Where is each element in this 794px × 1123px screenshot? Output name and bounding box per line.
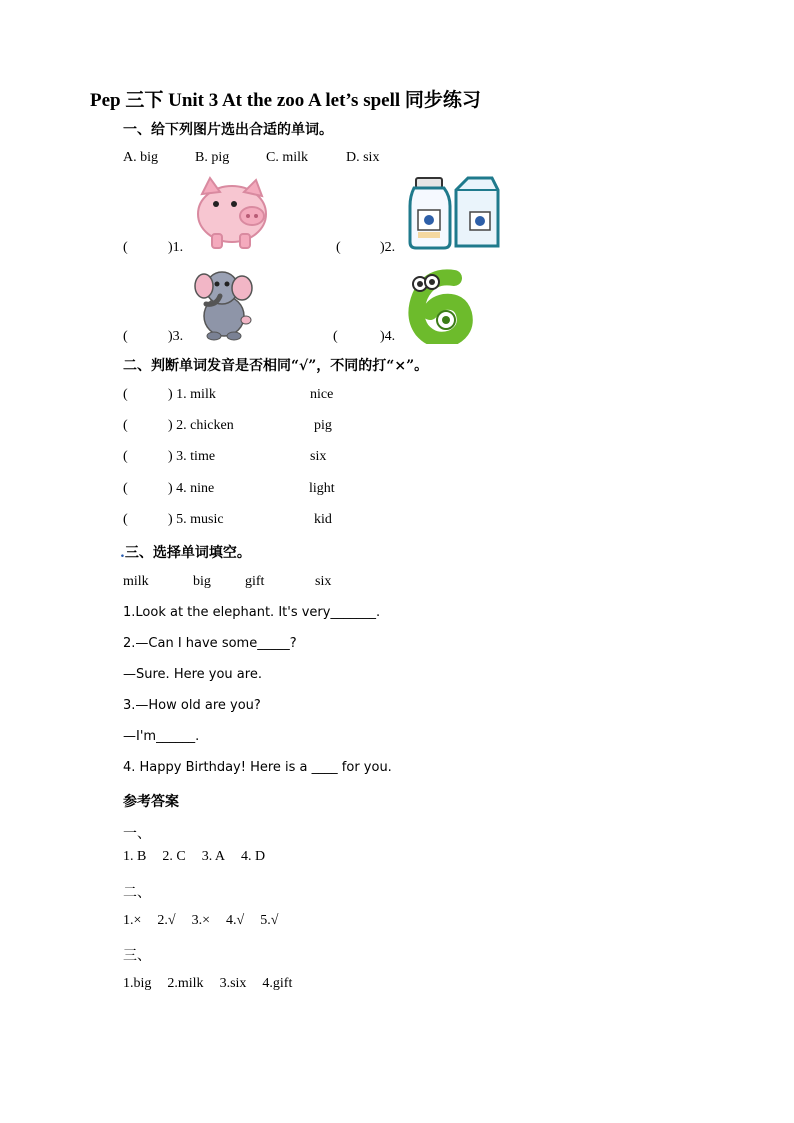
row3-word: ) 3. time bbox=[168, 449, 216, 464]
answer-1-4: 4. D bbox=[241, 849, 266, 864]
row2-bracket: ( bbox=[123, 418, 128, 433]
item3-label: )3. bbox=[168, 329, 184, 344]
section1-heading: 一、给下列图片选出合适的单词。 bbox=[123, 122, 333, 138]
item4-open: ( bbox=[333, 329, 338, 344]
item4-label: )4. bbox=[380, 329, 396, 344]
option-d: D. six bbox=[346, 150, 380, 165]
row4-word: ) 4. nine bbox=[168, 481, 215, 496]
sentence-2-reply: —Sure. Here you are. bbox=[123, 667, 262, 682]
item1-open: ( bbox=[123, 240, 128, 255]
row1-bracket: ( bbox=[123, 387, 128, 402]
row5-word: ) 5. music bbox=[168, 512, 224, 527]
sentence-2: 2.—Can I have some_____? bbox=[123, 636, 297, 651]
answers-part1-label: 一、 bbox=[123, 827, 151, 842]
option-b: B. pig bbox=[195, 150, 230, 165]
answer-3-2: 2.milk bbox=[167, 976, 204, 991]
item1-label: )1. bbox=[168, 240, 184, 255]
row5-compare: kid bbox=[314, 512, 332, 527]
answers-part2-label: 二、 bbox=[123, 886, 151, 901]
sentence-4: 4. Happy Birthday! Here is a ____ for you. bbox=[123, 760, 392, 775]
sentence-3: 3.—How old are you? bbox=[123, 698, 261, 713]
row3-bracket: ( bbox=[123, 449, 128, 464]
row2-compare: pig bbox=[314, 418, 332, 433]
pig-icon bbox=[190, 174, 275, 252]
row5-bracket: ( bbox=[123, 512, 128, 527]
sentence-1: 1.Look at the elephant. It's very_______. bbox=[123, 605, 381, 620]
word-big: big bbox=[193, 574, 211, 589]
word-milk: milk bbox=[123, 574, 149, 589]
answers-part3-label: 三、 bbox=[123, 949, 151, 964]
row3-compare: six bbox=[310, 449, 327, 464]
row4-compare: light bbox=[309, 481, 335, 496]
section3-heading-text: 三、选择单词填空。 bbox=[124, 545, 251, 561]
item3-open: ( bbox=[123, 329, 128, 344]
answers-part1 bbox=[123, 849, 265, 865]
row1-compare: nice bbox=[310, 387, 334, 402]
number-six-icon bbox=[408, 268, 474, 344]
answer-3-3: 3.six bbox=[219, 976, 247, 991]
word-gift: gift bbox=[245, 574, 265, 589]
answer-2-3: 3.× bbox=[191, 913, 210, 928]
section2-heading: 二、判断单词发音是否相同“√”，不同的打“×”。 bbox=[123, 358, 429, 374]
answer-1-3: 3. A bbox=[201, 849, 226, 864]
answer-1-2: 2. C bbox=[162, 849, 186, 864]
answer-2-4: 4.√ bbox=[226, 913, 245, 928]
answers-part3 bbox=[123, 976, 292, 992]
row1-word: ) 1. milk bbox=[168, 387, 216, 402]
word-six: six bbox=[315, 574, 332, 589]
answer-3-4: 4.gift bbox=[262, 976, 293, 991]
answer-2-1: 1.× bbox=[123, 913, 142, 928]
elephant-icon bbox=[192, 266, 256, 342]
answers-heading: 参考答案 bbox=[123, 794, 179, 810]
section3-dot: . bbox=[120, 545, 125, 561]
item2-label: )2. bbox=[380, 240, 396, 255]
answers-part2 bbox=[123, 913, 278, 929]
answer-1-1: 1. B bbox=[123, 849, 147, 864]
answer-2-2: 2.√ bbox=[157, 913, 176, 928]
milk-bottle-and-carton-icon bbox=[408, 176, 500, 250]
option-c: C. milk bbox=[266, 150, 309, 165]
sentence-3-reply: —I'm______. bbox=[123, 729, 200, 744]
row4-bracket: ( bbox=[123, 481, 128, 496]
section3-heading bbox=[120, 542, 251, 562]
option-a: A. big bbox=[123, 150, 158, 165]
answer-2-5: 5.√ bbox=[260, 913, 279, 928]
item2-open: ( bbox=[336, 240, 341, 255]
answer-3-1: 1.big bbox=[123, 976, 152, 991]
row2-word: ) 2. chicken bbox=[168, 418, 234, 433]
page-title: Pep 三下 Unit 3 At the zoo A let’s spell 同步练习 bbox=[90, 90, 481, 111]
